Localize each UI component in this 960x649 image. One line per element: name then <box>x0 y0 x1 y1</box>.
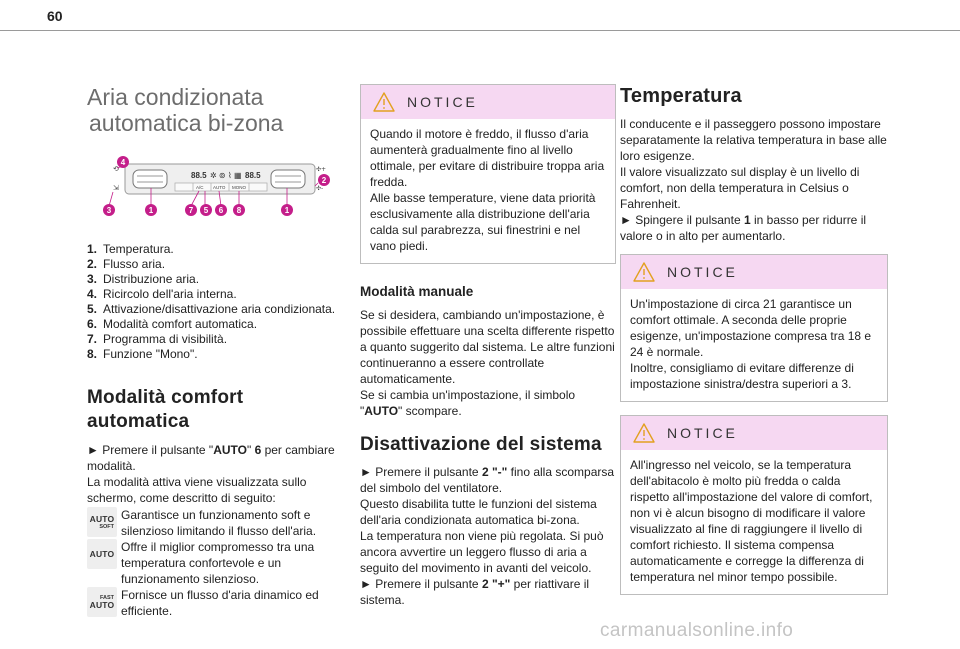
callout-3: 3 <box>106 206 112 215</box>
watermark: carmanualsonline.info <box>600 620 794 641</box>
callout-8: 8 <box>236 206 242 215</box>
callout-6: 6 <box>218 206 224 215</box>
display-left-temp: 88.5 <box>191 171 207 180</box>
auto-soft-icon: AUTO SOFT <box>87 507 117 537</box>
callout-4: 4 <box>120 158 126 167</box>
notice-body: Quando il motore è freddo, il flusso d'aria aumenterà gradualmente fino al livello ottimale, per evitare di distribuire troppa aria fredda. Alle basse temperature, viene data priorità esclusivamente alla distribuzione dell'aria calda sul parabrezza, sui finestrini e nel vano piedi. <box>370 127 605 253</box>
warning-triangle-icon <box>633 262 655 282</box>
notice-body: All'ingresso nel veicolo, se la temperatura dell'abitacolo è molto più fredda o calda rispetto all'impostazione del valore di comfort, non vi è alcun bisogno di modificare il valore visualizzato al fine di raggiungere il livello di comfort richiesto. Il sistema compensa automaticamente e corregge la differenza di temperatura nel minor tempo possibile. <box>630 458 873 584</box>
callout-5: 5 <box>203 206 209 215</box>
column-3 <box>620 84 888 595</box>
system-off-heading: Disattivazione del sistema <box>360 434 602 455</box>
distribution-icon: ⇲ <box>113 184 119 192</box>
title-line-2: automatica bi-zona <box>89 110 284 136</box>
temperature-text-2: Il valore visualizzato sul display è un livello di comfort, non della temperatura in Celsius o Fahrenheit. <box>620 165 860 211</box>
temperature-text-1: Il conducente e il passeggero possono impostare separatamente la relativa temperatura in base alle loro esigenze. <box>620 117 887 163</box>
legend-list <box>87 242 349 362</box>
legend-item: 1. Temperatura. <box>87 242 174 256</box>
btn-auto-label: AUTO <box>213 185 226 190</box>
display-icons: ✲ ⊚ ⌇ ▦ <box>210 171 242 180</box>
notice-box-2 <box>620 254 888 402</box>
notice-label: NOTICE <box>407 94 478 110</box>
btn-ac-label: A/C <box>196 185 204 190</box>
legend-item: 6. Modalità comfort automatica. <box>87 317 258 331</box>
callout-2: 2 <box>321 176 327 185</box>
notice-header <box>621 255 887 289</box>
system-off-text-4: ► Premere il pulsante 2 "+" per riattivare il sistema. <box>360 577 590 607</box>
mode-fast: FAST AUTO Fornisce un flusso d'aria dinamico ed efficiente. <box>87 587 349 619</box>
mode-normal: AUTO Offre il miglior compromesso tra una temperatura confortevole e un funzionamento silenzioso. <box>87 539 349 587</box>
notice-header <box>361 85 615 119</box>
right-temp-rocker <box>271 170 305 188</box>
btn-mono-label: MONO <box>232 185 246 190</box>
callout-7: 7 <box>188 206 194 215</box>
legend-item: 4. Ricircolo dell'aria interna. <box>87 287 237 301</box>
temperature-heading: Temperatura <box>620 85 742 107</box>
callout-1-right: 1 <box>284 206 290 215</box>
fan-minus-icon: ✣- <box>316 185 324 192</box>
manual-text: Se si desidera, cambiando un'impostazione, è possibile effettuare una scelta differente rispetto a quanto suggerito dal sistema. Le altre funzioni continueranno a essere controllate automaticamente. <box>360 308 615 386</box>
legend-item: 5. Attivazione/disattivazione aria condizionata. <box>87 302 336 316</box>
fan-plus-icon: ✣+ <box>316 166 327 173</box>
left-temp-rocker <box>133 170 167 188</box>
header-rule <box>0 30 960 31</box>
legend-item: 3. Distribuzione aria. <box>87 272 200 286</box>
page-number: 60 <box>47 8 63 24</box>
auto-fast-icon: FAST AUTO <box>87 587 117 617</box>
manual-mode-heading: Modalità manuale <box>360 284 474 299</box>
comfort-intro: ► Premere il pulsante "AUTO" 6 per cambiare modalità. <box>87 443 335 473</box>
display-right-temp: 88.5 <box>245 171 261 180</box>
system-off-text-1: ► Premere il pulsante 2 "-" fino alla scomparsa del simbolo del ventilatore. <box>360 465 615 495</box>
warning-triangle-icon <box>373 92 395 112</box>
temperature-text-3: ► Spingere il pulsante 1 in basso per ridurre il valore o in alto per aumentarlo. <box>620 213 867 243</box>
manual-text-2: Se si cambia un'impostazione, il simbolo "AUTO" scompare. <box>360 388 576 418</box>
notice-label: NOTICE <box>667 264 738 280</box>
notice-box-1 <box>360 84 616 264</box>
column-2 <box>360 84 616 608</box>
comfort-mode-heading: Modalità comfort automatica <box>87 387 244 432</box>
recirc-icon: ⟲ <box>113 165 119 173</box>
notice-label: NOTICE <box>667 425 738 441</box>
callout-1-left: 1 <box>148 206 154 215</box>
comfort-intro-2: La modalità attiva viene visualizzata sullo schermo, come descritto di seguito: <box>87 475 307 505</box>
notice-header <box>621 416 887 450</box>
notice-body: Un'impostazione di circa 21 garantisce un comfort ottimale. A seconda delle proprie esigenze, un'impostazione compresa tra 18 e 24 è normale. Inoltre, consigliamo di evitare differenze di impostazione sinistra/destra superiori a 3. <box>630 297 872 391</box>
column-1 <box>87 84 349 619</box>
title-line-1: Aria condizionata <box>87 84 264 110</box>
notice-box-3 <box>620 415 888 595</box>
system-off-text-2: Questo disabilita tutte le funzioni del sistema dell'aria condizionata automatica bi-zona. <box>360 497 597 527</box>
page-title <box>87 84 349 136</box>
legend-item: 2. Flusso aria. <box>87 257 166 271</box>
warning-triangle-icon <box>633 423 655 443</box>
legend-item: 8. Funzione "Mono". <box>87 347 198 361</box>
climate-panel-diagram <box>103 156 333 218</box>
climate-panel-svg <box>103 156 333 218</box>
legend-item: 7. Programma di visibilità. <box>87 332 228 346</box>
auto-icon: AUTO <box>87 539 117 569</box>
system-off-text-3: La temperatura non viene più regolata. Si può ancora avvertire un leggero flusso di aria a seguito del movimento in avanti del veicolo. <box>360 529 604 575</box>
mode-soft: AUTO SOFT Garantisce un funzionamento soft e silenzioso limitando il flusso dell'aria. <box>87 507 349 539</box>
